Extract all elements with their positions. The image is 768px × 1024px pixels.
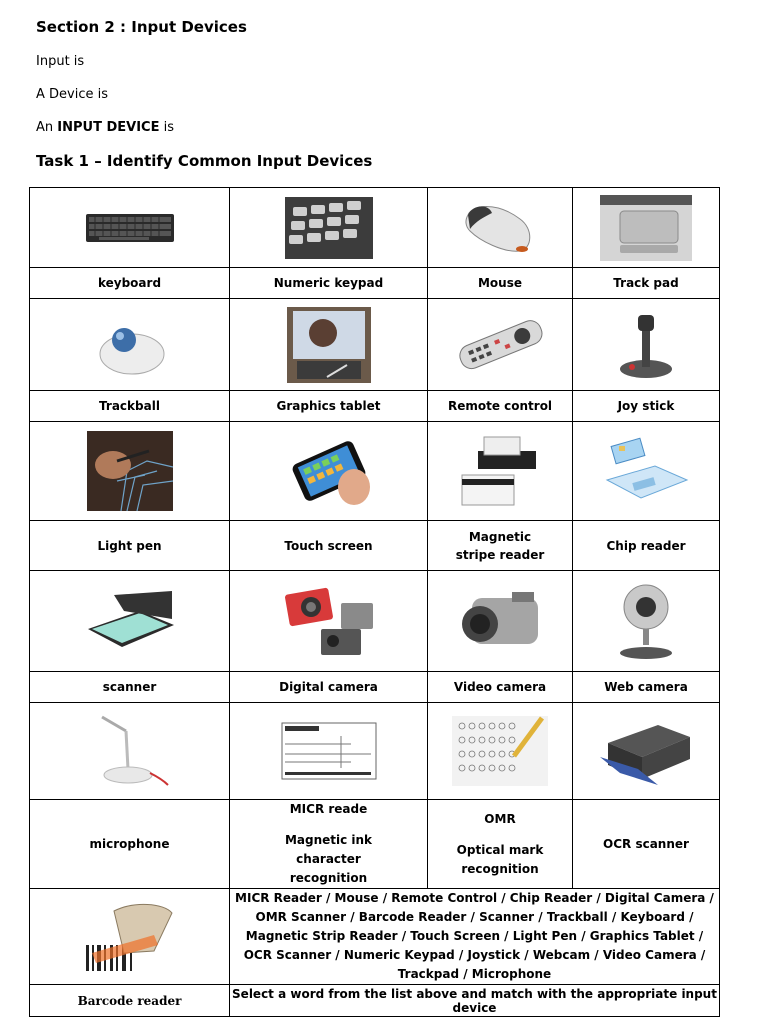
input-device-definition-line: An INPUT DEVICE is [36,120,174,135]
label-graphics-tablet: Graphics tablet [230,391,428,422]
microphone-image [30,703,230,800]
omr-sheet-image [428,703,573,800]
device-definition-line: A Device is [36,87,109,102]
label-keyboard: keyboard [30,268,230,299]
label-magnetic-stripe-reader: Magnetic stripe reader [428,521,573,571]
magnetic-stripe-reader-image [428,422,573,521]
video-camera-image [428,571,573,672]
mouse-image [428,188,573,268]
label-chip-reader: Chip reader [573,521,720,571]
label-video-camera: Video camera [428,672,573,703]
label-trackball: Trackball [30,391,230,422]
input-definition-line: Input is [36,54,85,69]
label-micr: MICR reade Magnetic ink character recognition [230,800,428,889]
remote-control-image [428,299,573,391]
device-word-list: MICR Reader / Mouse / Remote Control / Chip Reader / Digital Camera / OMR Scanner / Barcode Reader / Scanner / Trackball / Keyboard / Magnetic Strip Reader / Touch Screen / Light Pen / Graphics Tablet / OCR Scanner / Numeric Keypad / Joystick / Webcam / Video Camera / Trackpad / Microphone [230,889,720,985]
ocr-scanner-image [573,703,720,800]
label-microphone: microphone [30,800,230,889]
numeric-keypad-image [230,188,428,268]
joy-stick-image [573,299,720,391]
label-joy-stick: Joy stick [573,391,720,422]
scanner-image [30,571,230,672]
label-omr: OMR Optical mark recognition [428,800,573,889]
track-pad-image [573,188,720,268]
chip-reader-image [573,422,720,521]
label-remote-control: Remote control [428,391,573,422]
touch-screen-image [230,422,428,521]
label-scanner: scanner [30,672,230,703]
graphics-tablet-image [230,299,428,391]
label-light-pen: Light pen [30,521,230,571]
keyboard-image [30,188,230,268]
light-pen-image [30,422,230,521]
label-barcode-reader: Barcode reader [30,985,230,1017]
label-web-camera: Web camera [573,672,720,703]
label-digital-camera: Digital camera [230,672,428,703]
input-devices-table [29,187,720,1017]
label-numeric-keypad: Numeric keypad [230,268,428,299]
label-touch-screen: Touch screen [230,521,428,571]
micr-cheque-image [230,703,428,800]
label-ocr-scanner: OCR scanner [573,800,720,889]
trackball-image [30,299,230,391]
task-instruction: Select a word from the list above and match with the appropriate input device [230,985,720,1017]
web-camera-image [573,571,720,672]
label-track-pad: Track pad [573,268,720,299]
barcode-reader-image [30,889,230,985]
label-mouse: Mouse [428,268,573,299]
section-title: Section 2 : Input Devices [36,18,247,36]
digital-camera-image [230,571,428,672]
task-title: Task 1 – Identify Common Input Devices [36,152,373,170]
